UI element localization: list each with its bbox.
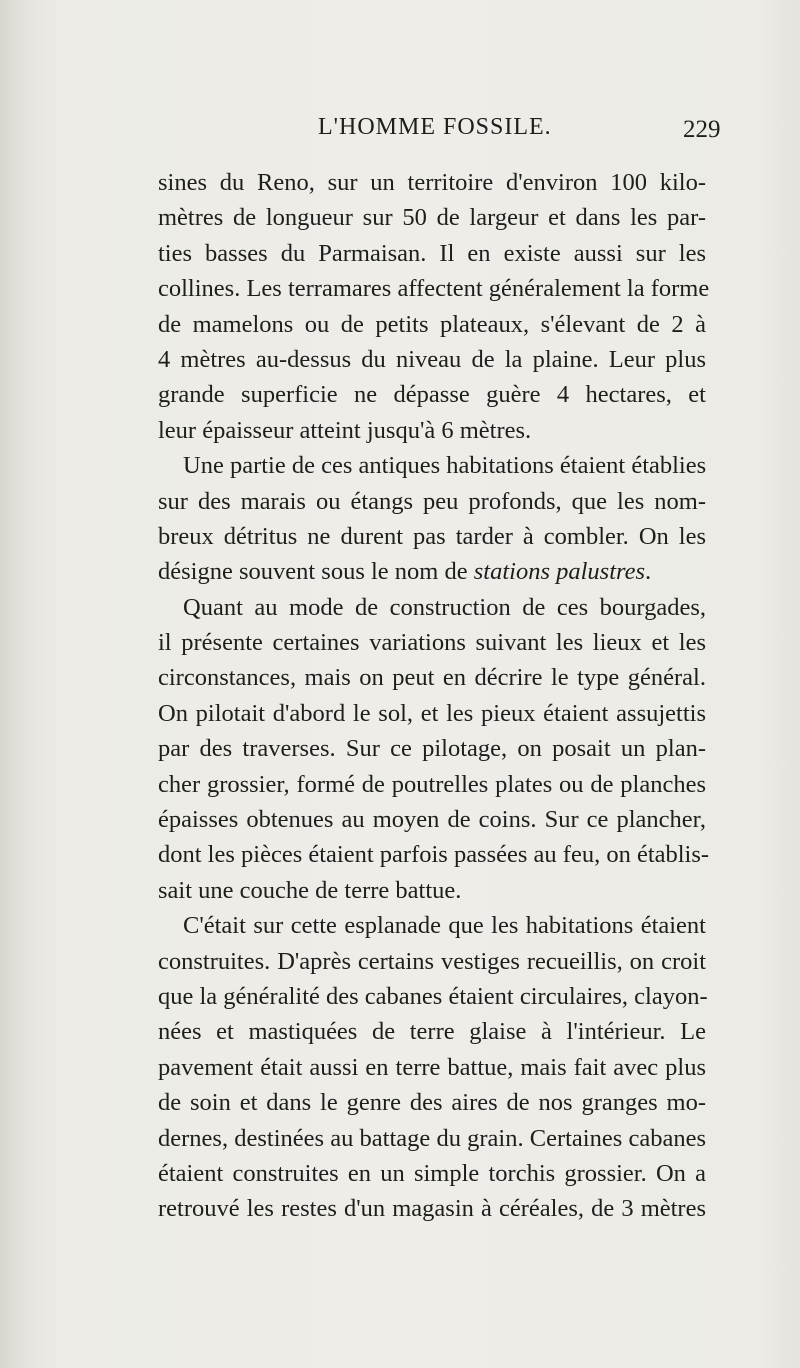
text-line: C'était sur cette esplanade que les habitations étaient <box>183 912 706 940</box>
text-line: mètres de longueur sur 50 de largeur et dans les par- <box>158 204 706 232</box>
text-line: ties basses du Parmaisan. Il en existe aussi sur les <box>158 239 706 267</box>
text-line: Quant au mode de construction de ces bourgades, <box>183 593 706 621</box>
text-line: sait une couche de terre battue. <box>158 876 462 904</box>
text-line: par des traverses. Sur ce pilotage, on posait un plan- <box>158 735 706 763</box>
text-line: dernes, destinées au battage du grain. Certaines cabanes <box>158 1124 706 1152</box>
italic-term: stations palustres <box>473 558 646 586</box>
text-line: nées et mastiquées de terre glaise à l'intérieur. Le <box>158 1018 706 1046</box>
text-span: désigne souvent sous le nom de <box>158 558 474 586</box>
text-line: épaisses obtenues au moyen de coins. Sur ce plancher, <box>158 806 706 834</box>
text-line: On pilotait d'abord le sol, et les pieux étaient assujettis <box>158 699 706 727</box>
text-line: de mamelons ou de petits plateaux, s'élevant de 2 à <box>158 310 706 338</box>
text-line: circonstances, mais on peut en décrire le type général. <box>158 664 706 692</box>
text-line: breux détritus ne durent pas tarder à combler. On les <box>158 522 706 550</box>
text-line: leur épaisseur atteint jusqu'à 6 mètres. <box>158 416 532 444</box>
text-line: pavement était aussi en terre battue, mais fait avec plus <box>158 1053 706 1081</box>
text-line: que la généralité des cabanes étaient circulaires, clayon- <box>158 982 708 1010</box>
page-number: 229 <box>683 116 721 143</box>
text-line: Une partie de ces antiques habitations étaient établies <box>183 452 707 480</box>
running-title: L'HOMME FOSSILE. <box>318 114 552 140</box>
text-line: sur des marais ou étangs peu profonds, que les nom- <box>158 487 706 515</box>
text-line: collines. Les terramares affectent généralement la forme <box>158 275 710 303</box>
text-line: sines du Reno, sur un territoire d'environ 100 kilo- <box>158 169 706 196</box>
text-line: dont les pièces étaient parfois passées au feu, on établis- <box>158 841 710 869</box>
body-text <box>158 165 710 1227</box>
text-line: de soin et dans le genre des aires de nos granges mo- <box>158 1089 706 1117</box>
text-span: . <box>645 558 652 586</box>
text-line: étaient construites en un simple torchis grossier. On a <box>158 1159 706 1187</box>
text-line: retrouvé les restes d'un magasin à céréales, de 3 mètres <box>158 1195 706 1223</box>
text-line: grande superficie ne dépasse guère 4 hectares, et <box>158 381 706 409</box>
running-head <box>0 114 800 154</box>
text-line: 4 mètres au-dessus du niveau de la plaine. Leur plus <box>158 345 706 373</box>
text-line <box>158 554 706 589</box>
text-line: construites. D'après certains vestiges recueillis, on croit <box>158 947 706 975</box>
text-line: il présente certaines variations suivant les lieux et les <box>158 629 706 657</box>
text-line: cher grossier, formé de poutrelles plates ou de planches <box>158 770 706 798</box>
